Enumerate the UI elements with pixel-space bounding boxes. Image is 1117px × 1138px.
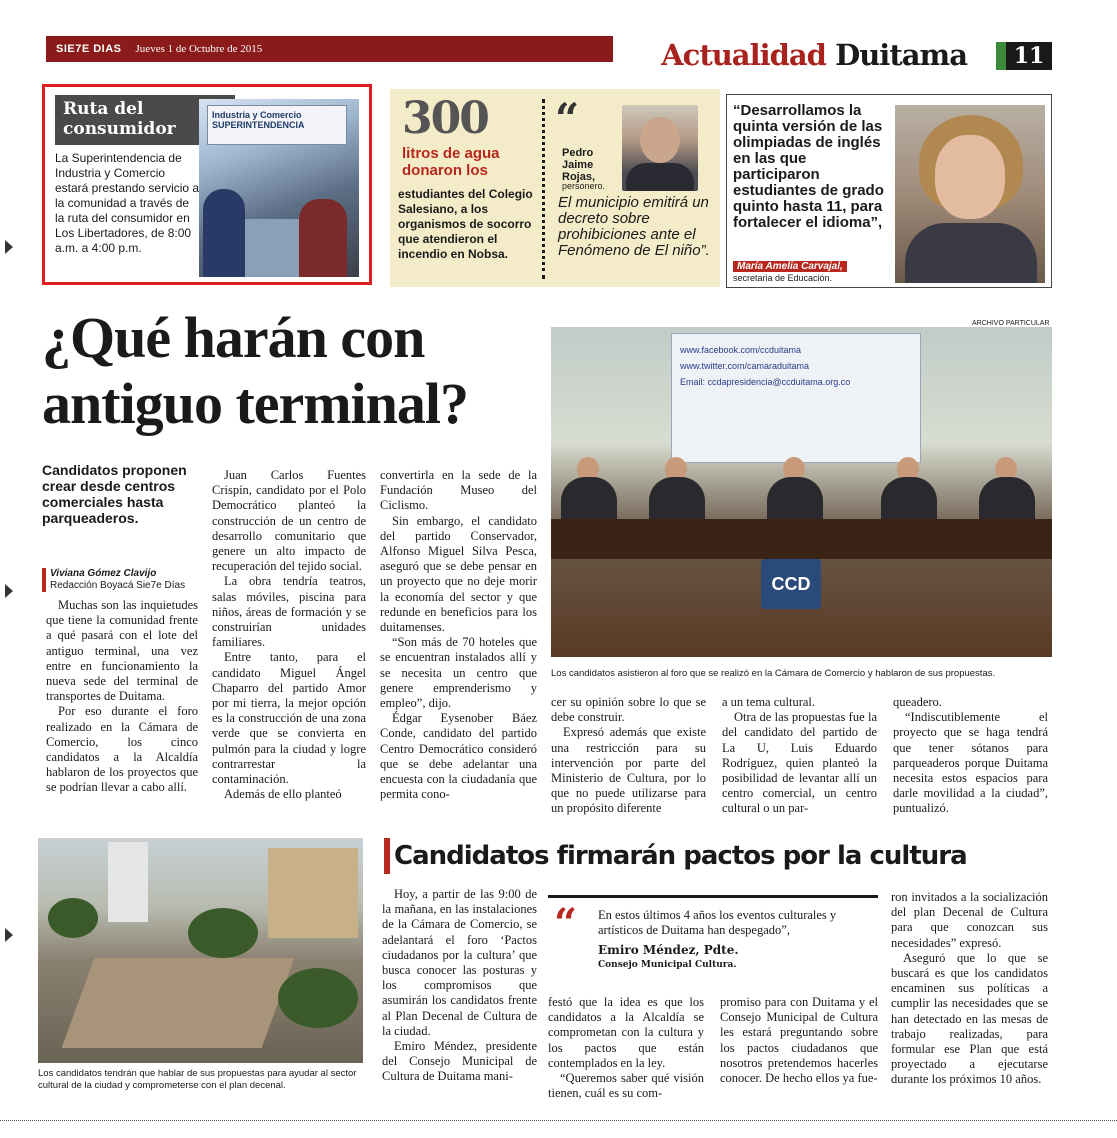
paragraph: Aseguró que lo que se buscará es que los candidatos encaminen sus políticas a cumplir las necesidades que se han detectado en las mesas de trabajo realizadas, para formular ese Plan que está proyectado a ejecutarse durante los próximos 10 años. (891, 950, 1048, 1087)
quote-mark-icon: “ (555, 94, 580, 143)
page-number: 11 (1006, 42, 1052, 70)
paragraph: ron invitados a la socialización del plan Decenal de Cultura para que conozcan sus necesidades” expresó. (891, 890, 1048, 950)
article-column-4 (551, 695, 706, 817)
suit (626, 163, 694, 191)
brief-education-quote (726, 94, 1052, 288)
paragraph: convertirla en la sede de la Fundación Museo del Ciclismo. (380, 468, 537, 513)
person (767, 477, 823, 523)
paragraph: “Indiscutiblemente el proyecto que se haga tendrá que tener sótanos para parqueaderos porque Duitama necesita estos espacios para darle movilidad a la ciudad”, puntualizó. (893, 710, 1048, 816)
pull-quote (548, 895, 878, 977)
article-column-3 (380, 468, 537, 802)
article-column-2 (212, 468, 366, 802)
paragraph: Entre tanto, para el candidato Miguel Ángel Chaparro del partido Amor por mi tierra, la mejor opción es la construcción de una zona verde que se convierta en pulmón para la ciudad y logre contrarrestar la contaminación. (212, 650, 366, 787)
photo-sign: Industria y Comercio SUPERINTENDENCIA (207, 105, 347, 145)
page-number-accent (996, 42, 1006, 70)
brief-title: Ruta del consumidor (55, 95, 235, 145)
photo-credit: ARCHIVO PARTICULAR (972, 320, 1050, 327)
paragraph: Otra de las propuestas fue la del candidato del partido de La U, Luis Eduardo Rodríguez, quien planteó la posibilidad de levantar allí un centro comercial, un centro cultural o un par- (722, 710, 877, 816)
paragraph: Juan Carlos Fuentes Crispín, candidato por el Polo Democrático planteó la construcción de un centro de desarrollo comunitario que genere un alto impacto de recuperación del tejido social. (212, 468, 366, 574)
paragraph: Muchas son las inquietudes que tiene la comunidad frente a qué pasará con el lote del antiguo terminal, una vez entre en funcionamiento la nueva sede del terminal de transportes de Duitama. (46, 598, 198, 704)
page-number-box (996, 42, 1052, 70)
big-number: 300 (402, 93, 488, 144)
screen-line: www.twitter.com/camaraduitama (680, 361, 810, 371)
brief-consumer-route (42, 84, 372, 285)
paragraph: a un tema cultural. (722, 695, 816, 709)
photo-person (299, 199, 347, 277)
article-headline: ¿Qué harán con antiguo terminal? (42, 305, 469, 436)
paragraph: promiso para con Duitama y el Consejo Municipal de Cultura les estará preguntando sobre los pactos ciudadanos que nosotros pretendemos hacerles conocer. De hecho ellos ya fue- (720, 995, 878, 1086)
brief-text: La Superintendencia de Industria y Comercio estará prestando servicio a la comunidad a través de la ruta del consumidor en Los Libertadores, de 8:00 a.m. a 4:00 p.m. (55, 151, 200, 255)
paragraph: queadero. (893, 695, 942, 709)
article-deck: Candidatos proponen crear desde centros comerciales hasta parqueaderos. (42, 462, 187, 526)
article-headline: Candidatos firmarán pactos por la cultura (384, 838, 967, 874)
quote-author-role: personero. (562, 181, 606, 191)
photo-tree (278, 968, 358, 1028)
person (881, 477, 937, 523)
paragraph: Emiro Méndez, presidente del Consejo Municipal de Cultura de Duitama mani- (382, 1039, 537, 1084)
photo-building (108, 842, 148, 922)
paragraph: “Queremos saber qué visión tienen, cuál es su com- (548, 1071, 704, 1101)
quote-author: María Amelia Carvajal, (733, 261, 847, 272)
author-photo (622, 105, 698, 191)
pull-quote-org: Consejo Municipal Cultura. (598, 960, 737, 970)
author-photo (895, 105, 1045, 283)
paragraph: Expresó además que existe una restricción para su intervención por parte del Ministerio de Cultura, por lo que no puede utilizarse para un propósito diferente (551, 725, 706, 816)
body (905, 223, 1037, 283)
city-plaza-photo (38, 838, 363, 1063)
pull-quote-text: En estos últimos 4 años los eventos culturales y artísticos de Duitama han despegado”, (598, 908, 837, 937)
projector-screen (671, 333, 921, 463)
paragraph: “Son más de 70 hoteles que se encuentran instalados allí y se necesita un centro que genere emprenderismo y empleo”, dijo. (380, 635, 537, 711)
paragraph: Por eso durante el foro realizado en la Cámara de Comercio, los cinco candidatos a la Alcaldía hablaron de los proyectos que se podrían llevar a cabo allí. (46, 704, 198, 795)
photo-plaza (62, 958, 295, 1048)
author-name: Viviana Gómez Clavijo (50, 568, 157, 579)
brief-photo (199, 99, 359, 277)
screen-line: www.facebook.com/ccduitama (680, 345, 802, 355)
section-title: Actualidad Duitama (661, 38, 967, 72)
paragraph: festó que la idea es que los candidatos a la Alcaldía se comprometan con la cultura y los pactos que están contemplados en la ley. (548, 995, 704, 1070)
issue-date: Jueves 1 de Octubre de 2015 (135, 43, 263, 55)
quote-author-role: secretaria de Educación. (733, 273, 833, 283)
face (640, 117, 680, 163)
pull-quote-author: Emiro Méndez, Pdte. (598, 943, 739, 957)
paragraph: Sin embargo, el candidato del partido Conservador, Alfonso Miguel Silva Pesca, aseguró que se debe pensar en un proyecto que no deje morir la economía del sector y que redunde en beneficios para los duitamenses. (380, 513, 537, 635)
margin-arrow-icon (5, 928, 13, 942)
quote-text: “Desarrollamos la quinta versión de las olimpiadas de inglés en las que participaron estudiantes de grado quinto hasta 11, para fortalecer el idioma”, (733, 102, 884, 231)
paragraph: Édgar Eysenober Báez Conde, candidato del partido Centro Democrático consideró que se debe adelantar una encuesta con la ciudadanía que permita cono- (380, 711, 537, 802)
photo-caption: Los candidatos tendrán que hablar de sus propuestas para ayudar al sector cultural de la ciudad y comprometerse con el plan decenal. (38, 1068, 357, 1091)
person (561, 477, 617, 523)
brief-subtitle: litros de agua donaron los (402, 145, 500, 179)
newspaper-brand: SIE7E DIAS (56, 43, 122, 55)
person (979, 477, 1035, 523)
person (649, 477, 705, 523)
dotted-divider (542, 99, 545, 279)
article-column-5 (722, 695, 877, 817)
article-column-1 (46, 598, 198, 796)
screen-line: Email: ccdapresidencia@ccduitama.org.co (680, 377, 851, 387)
head-table (551, 519, 1052, 559)
footer-rule (0, 1120, 1117, 1121)
brief-water-donation (390, 89, 720, 287)
byline (42, 568, 185, 592)
article-column-2 (548, 995, 704, 1101)
article-column-6 (893, 695, 1048, 817)
quote-author: Pedro Jaime Rojas, (562, 147, 596, 183)
photo-caption: Los candidatos asistieron al foro que se realizó en la Cámara de Comercio y hablaron de sus propuestas. (551, 668, 996, 679)
margin-arrow-icon (5, 240, 13, 254)
paragraph: cer su opinión sobre lo que se debe construir. (551, 695, 706, 725)
article-column-3 (720, 995, 878, 1086)
forum-photo (551, 327, 1052, 657)
margin-arrow-icon (5, 584, 13, 598)
face (935, 135, 1005, 219)
photo-tree (48, 898, 98, 938)
author-org: Redacción Boyacá Sie7e Días (50, 580, 186, 591)
photo-tree (188, 908, 258, 958)
article-column-4 (891, 890, 1048, 1088)
header-bar (46, 36, 613, 62)
chamber-logo: CCD (761, 559, 821, 609)
brief-text: estudiantes del Colegio Salesiano, a los organismos de socorro que atendieron el incendio en Nobsa. (398, 187, 533, 261)
photo-person (203, 189, 245, 277)
paragraph: La obra tendría teatros, salas móviles, piscina para niños, áreas de formación y se construirían unidades familiares. (212, 574, 366, 650)
quote-text: El municipio emitirá un decreto sobre prohibiciones ante el Fenómeno de El niño”. (558, 194, 710, 259)
paragraph: Además de ello planteó (224, 787, 342, 802)
photo-church (268, 848, 358, 938)
article-column-1 (382, 887, 537, 1085)
paragraph: Hoy, a partir de las 9:00 de la mañana, en las instalaciones de la Cámara de Comercio, se adelantará el foro ‘Pactos ciudadanos por la cultura’ que busca conocer las posturas y los compromisos que asumirán los candidatos frente al Plan Decenal de Cultura de la ciudad. (382, 887, 537, 1038)
quote-mark-icon: “ (554, 900, 578, 947)
